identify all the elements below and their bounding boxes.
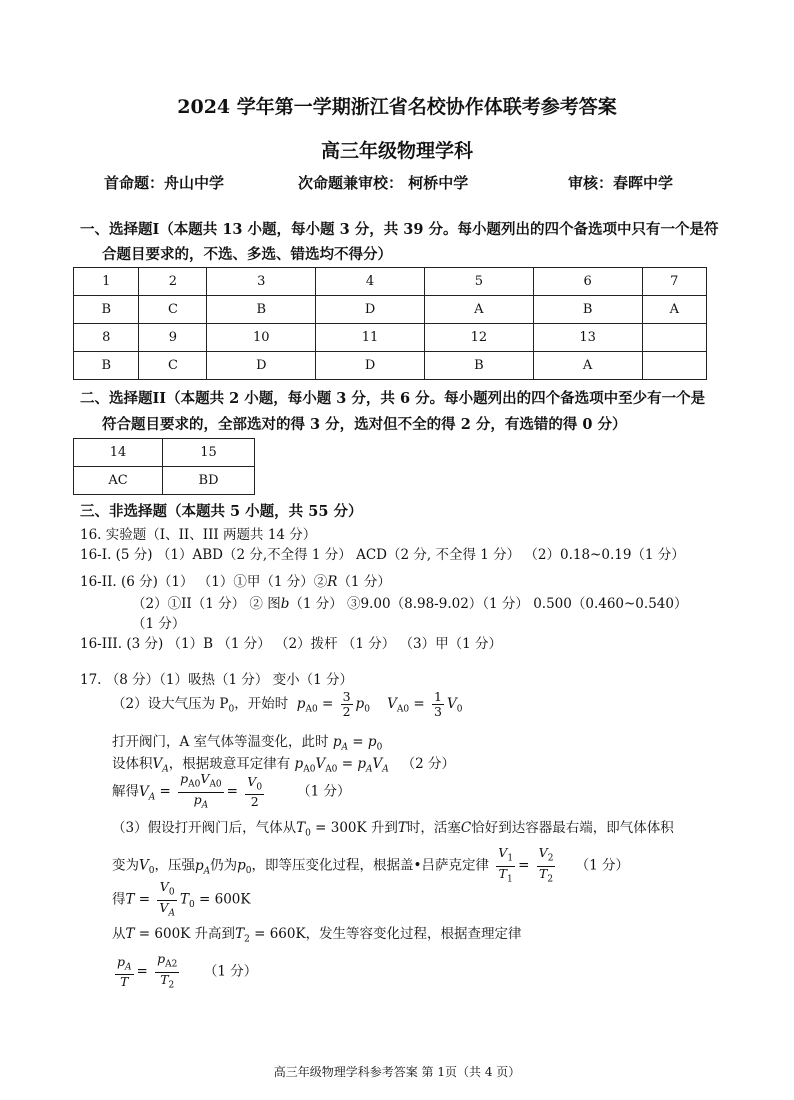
text: 得 <box>112 891 126 908</box>
table-cell: 4 <box>316 268 425 296</box>
table-cell: B <box>207 296 316 324</box>
text: 时，活塞 <box>406 820 461 836</box>
table-row <box>74 296 707 324</box>
fraction: $\frac{V_1}{T_1}$ <box>498 845 514 884</box>
fraction: $\frac{3}{2}$ <box>342 689 351 719</box>
table-cell <box>642 324 706 352</box>
fraction: $\frac{p_A}{T}$ <box>117 953 132 990</box>
table-cell: 15 <box>163 439 255 467</box>
q16-part2-line3: （1 分） <box>132 616 186 632</box>
text: 变为 <box>112 857 139 874</box>
fraction: $\frac{p_{A2}}{T_2}$ <box>157 951 178 990</box>
q17-solve: 解得$V_A$ = $\frac{p_{A0}V_{A0}}{p_A}$ = $\frac{V_0}{2}$ （1 分） <box>112 771 351 810</box>
q17-part2-line1: （2）设大气压为 $P_0$，开始时 $p_{A0}$ = $\frac{3}{2}$ $p_0$ $V_{A0}$ = $\frac{1}{3}$ $V_0$ <box>112 689 463 719</box>
q17-from: 从T = 600K 升高到$T_2 = 660K$，发生等容变化过程，根据查理定律 <box>112 926 522 945</box>
text: ，开始时 <box>234 696 289 712</box>
section2-answer-table <box>73 438 255 495</box>
symbol-t: T <box>397 820 407 836</box>
section1-heading-line1: 一、选择题I（本题共 13 小题，每小题 3 分，共 39 分。每小题列出的四个备选项中只有一个是符 <box>80 221 719 238</box>
table-cell: A <box>424 296 533 324</box>
q16-part1: 16-I. (5 分) （1）ABD（2 分,不全得 1 分） ACD（2 分, 不全得 1 分） （2）0.18~0.19（1 分） <box>80 547 685 563</box>
author-second: 次命题兼审校： 柯桥中学 <box>298 174 469 192</box>
text: 设体积 <box>112 756 153 772</box>
table-cell: B <box>74 352 139 380</box>
page-footer: 高三年级物理学科参考答案 第 1页（共 4 页） <box>273 1065 521 1079</box>
text: 恰好到达容器最右端，即气体体积 <box>471 820 674 836</box>
q16-part3: 16-III. (3 分) （1）B （1 分） （2）拨杆 （1 分） （3）甲（1 分） <box>80 636 503 652</box>
fraction: $\frac{V_0}{2}$ <box>247 773 263 810</box>
table-cell: BD <box>163 467 255 495</box>
symbol-t0: T <box>296 820 306 836</box>
q17-part3-line2: 变为$V_0$，压强$p_A$仍为$p_0$，即等压变化过程，根据盖•吕萨克定律 $\frac{V_1}{T_1}$ = $\frac{V_2}{T_2}$ （1 分） <box>112 845 629 884</box>
table-cell: 12 <box>424 324 533 352</box>
table-cell: B <box>74 296 139 324</box>
fraction: $\frac{V_0}{V_A}$ <box>159 879 175 918</box>
fraction: $\frac{V_2}{T_2}$ <box>538 845 554 884</box>
table-row <box>74 439 255 467</box>
table-cell: C <box>139 352 207 380</box>
text: 16-II. (6 分)（1） （1）①甲（1 分）② <box>80 574 328 590</box>
table-cell: AC <box>74 467 163 495</box>
q17-boyle: 设体积$V_A$，根据玻意耳定律有 $p_{A0}V_{A0} = p_AV_A$ （2 分） <box>112 756 455 775</box>
page-title: 2024 学年第一学期浙江省名校协作体联考参考答案 <box>177 96 617 118</box>
table-row <box>74 467 255 495</box>
text: ，即等压变化过程，根据盖•吕萨克定律 <box>251 857 489 874</box>
text: 打开阀门，A 室气体等温变化，此时 <box>112 734 329 750</box>
table-row <box>74 268 707 296</box>
table-row <box>74 324 707 352</box>
q17-part3-line1: （3）假设打开阀门后，气体从$T_0 = 300K$ 升到T时，活塞C恰好到达容器最右端，即气体体积 <box>112 820 674 839</box>
q17-open-valve: 打开阀门，A 室气体等温变化，此时 $p_A = p_0$ <box>112 734 383 753</box>
text: ，发生等容变化过程，根据查理定律 <box>305 926 522 942</box>
table-cell: 10 <box>207 324 316 352</box>
text: （2 分） <box>401 756 455 772</box>
table-cell: 13 <box>533 324 642 352</box>
symbol-b: b <box>280 596 290 612</box>
q17-part1: 17. （8 分）（1）吸热（1 分） 变小（1 分） <box>80 672 354 688</box>
q16-intro: 16. 实验题（I、II、III 两题共 14 分） <box>80 527 317 543</box>
q16-part2-line1 <box>80 570 391 590</box>
text: （2）①II（1 分） ② 图 <box>132 596 281 612</box>
table-cell: 6 <box>533 268 642 296</box>
symbol-c: C <box>460 820 472 836</box>
table-cell: 2 <box>139 268 207 296</box>
fraction: $\frac{1}{3}$ <box>434 689 442 719</box>
text: 解得 <box>112 783 139 800</box>
text: （1 分） <box>297 783 351 800</box>
table-cell: D <box>316 296 425 324</box>
table-cell: 3 <box>207 268 316 296</box>
table-cell: 1 <box>74 268 139 296</box>
table-cell: A <box>533 352 642 380</box>
text: （1 分） ③9.00（8.98-9.02）（1 分） 0.500（0.460~0.540） <box>289 596 688 612</box>
table-row <box>74 352 707 380</box>
section1-heading-line2: 合题目要求的，不选、多选、错选均不得分） <box>102 246 392 263</box>
page-subtitle: 高三年级物理学科 <box>320 140 473 162</box>
table-cell: 11 <box>316 324 425 352</box>
author-first: 首命题：舟山中学 <box>104 174 225 192</box>
q16-part2-line2 <box>132 592 687 612</box>
text: （1 分） <box>203 963 258 980</box>
table-cell: B <box>424 352 533 380</box>
text: （2）设大气压为 P <box>112 696 229 712</box>
table-cell: D <box>316 352 425 380</box>
text: （1 分） <box>575 857 629 874</box>
text: = 600K 升高到 <box>134 926 236 942</box>
text: （1 分） <box>337 574 391 590</box>
text: = 660K <box>249 926 306 942</box>
author-review: 审核：春晖中学 <box>568 174 674 192</box>
section2-heading-line2: 符合题目要求的，全部选对的得 3 分，选对但不全的得 2 分，有选错的得 0 分） <box>102 416 627 433</box>
text: ，压强 <box>154 857 195 874</box>
text: 从 <box>112 926 126 942</box>
text: 仍为 <box>210 857 238 874</box>
section2-heading-line1: 二、选择题II（本题共 2 小题，每小题 3 分，共 6 分。每小题列出的四个备选项中至少有一个是 <box>80 390 706 407</box>
text: （3）假设打开阀门后，气体从 <box>112 820 297 836</box>
value-600k: 600K <box>214 891 251 908</box>
table-cell: D <box>207 352 316 380</box>
table-cell: 7 <box>642 268 706 296</box>
q17-get-t: 得T = $\frac{V_0}{V_A}$ $T_0 = 600K$ <box>112 879 251 918</box>
text: ，根据玻意耳定律有 <box>168 756 291 772</box>
table-cell: C <box>139 296 207 324</box>
table-cell: 5 <box>424 268 533 296</box>
q17-charles: $\frac{p_A}{T}$ = $\frac{p_{A2}}{T_2}$ （1 分） <box>117 951 258 990</box>
text: = 300K 升到 <box>310 820 398 836</box>
section1-answer-table <box>73 267 707 380</box>
table-cell <box>642 352 706 380</box>
table-cell: 9 <box>139 324 207 352</box>
table-cell: B <box>533 296 642 324</box>
table-cell: A <box>642 296 706 324</box>
symbol-r: R <box>327 574 338 590</box>
table-cell: 14 <box>74 439 163 467</box>
table-cell: 8 <box>74 324 139 352</box>
fraction: $\frac{p_{A0}V_{A0}}{p_A}$ <box>180 771 222 810</box>
section3-heading: 三、非选择题（本题共 5 小题，共 55 分） <box>80 503 363 520</box>
